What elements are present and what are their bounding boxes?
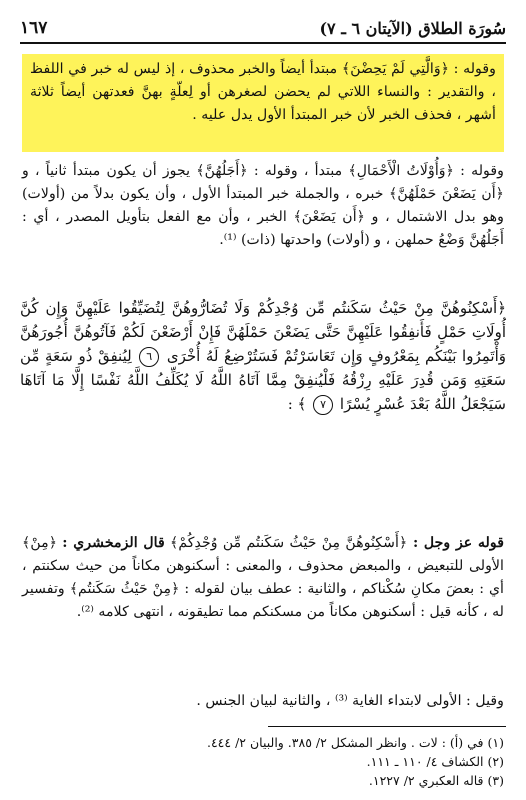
footnotes xyxy=(40,733,504,790)
commentary-lead-2: قال الزمخشري : xyxy=(62,535,165,551)
paragraph-alternative: وقيل : الأولى لابتداء الغاية ⁽³⁾ ، والثانية لبيان الجنس . xyxy=(196,693,504,709)
page-header xyxy=(20,12,506,38)
ayah-number-7: ٧ xyxy=(313,395,333,415)
commentary-quote: ﴿أَسْكِنُوهُنَّ مِنْ حَيْثُ سَكَنتُم مِّن وُجْدِكُمْ﴾ xyxy=(170,535,408,551)
surah-title: سُورَة الطلاق (الآيتان ٦ ـ ٧) xyxy=(319,19,506,38)
verse-text-c: ﴾ : xyxy=(287,395,307,413)
footnote-rule xyxy=(268,726,506,727)
footnote-3: (٣) قاله العكبري ٢/ ١٢٢٧. xyxy=(368,773,504,788)
highlighted-paragraph xyxy=(22,54,504,152)
verse-text-a: ﴿أَسْكِنُوهُنَّ مِنْ حَيْثُ سَكَنتُم مِّن وُجْدِكُمْ وَلَا تُضَارُّوهُنَّ لِتُضَيِّقُوا عَلَيْهِنَّ وَإِن كُنَّ أُولَاتِ حَمْلٍ فَأَنفِقُوا عَلَيْهِنَّ حَتَّى يَضَعْنَ حَمْلَهُنَّ فَإِنْ أَرْضَعْنَ لَكُمْ فَآتُوهُنَّ أُجُورَهُنَّ وَأْتَمِرُوا بَيْنَكُم بِمَعْرُوفٍ وَإِن تَعَاسَرْتُمْ فَسَتُرْضِعُ لَهُ أُخْرَى xyxy=(20,299,506,365)
commentary-lead: قوله عز وجل : xyxy=(407,535,504,551)
header-rule xyxy=(20,42,506,44)
paragraph-commentary xyxy=(22,532,504,624)
quran-verse xyxy=(20,296,506,416)
footnote-1: (١) في (أ) : لات . وانظر المشكل ٢/ ٣٨٥. والبيان ٢/ ٤٤٤. xyxy=(206,735,504,750)
page-number: ١٦٧ xyxy=(20,18,48,38)
ayah-number-6: ٦ xyxy=(139,347,159,367)
footnote-2: (٢) الكشاف ٤/ ١١٠ ـ ١١١. xyxy=(366,754,504,769)
highlighted-text: وقوله : ﴿وَالَّتِي لَمْ يَحِضْنَ﴾ مبتدأ أيضاً والخبر محذوف ، إذ ليس له خبر في اللفظ ، والتقدير : والنساء اللاتي لم يحضن لصغرهن أو لِعلّةٍ بهنَّ فعدتهن أيضاً ثلاثة أشهر ، فحذف الخبر لأن خبر المبتدأ الأول يدل عليه . xyxy=(30,61,496,123)
commentary-text: ﴿مِنْ﴾ الأولى للتبعيض ، والمبعض محذوف ، والمعنى : أسكنوهن مكاناً من حيث سكنتم ، أي : بعضَ مكانِ سُكْناكم ، والثانية : عطف بيان لقوله : ﴿مِنْ حَيْثُ سَكَنتُم﴾ وتفسير له ، كأنه قيل : أسكنوهن مكاناً من مسكنكم مما تطيقونه ، انتهى كلامه ⁽²⁾. xyxy=(22,535,504,620)
verse-text-b: لِيُنفِقْ ذُو سَعَةٍ مِّن سَعَتِهِ وَمَن قُدِرَ عَلَيْهِ رِزْقُهُ فَلْيُنفِقْ مِمَّا آتَاهُ اللَّهُ لَا يُكَلِّفُ اللَّهُ نَفْسًا إِلَّا مَا آتَاهَا سَيَجْعَلُ اللَّهُ بَعْدَ عُسْرٍ يُسْرًا xyxy=(20,347,506,413)
paragraph-grammar: وقوله : ﴿وَأُوْلَاتُ الْأَحْمَالِ﴾ مبتدأ ، وقوله : ﴿أَجَلُهُنَّ﴾ يجوز أن يكون مبتدأ ثانياً ، و ﴿أَن يَضَعْنَ حَمْلَهُنَّ﴾ خبره ، والجملة خبر المبتدأ الأول ، وأن يكون بدلاً من (أولات) وهو بدل الاشتمال ، و ﴿أَن يَضَعْنَ﴾ الخبر ، وأن مع الفعل بتأويل المصدر ، أي : أَجَلُهُنَّ وَضْعُ حملهن ، و (أولات) واحدتها (ذات) ⁽¹⁾. xyxy=(22,163,504,248)
